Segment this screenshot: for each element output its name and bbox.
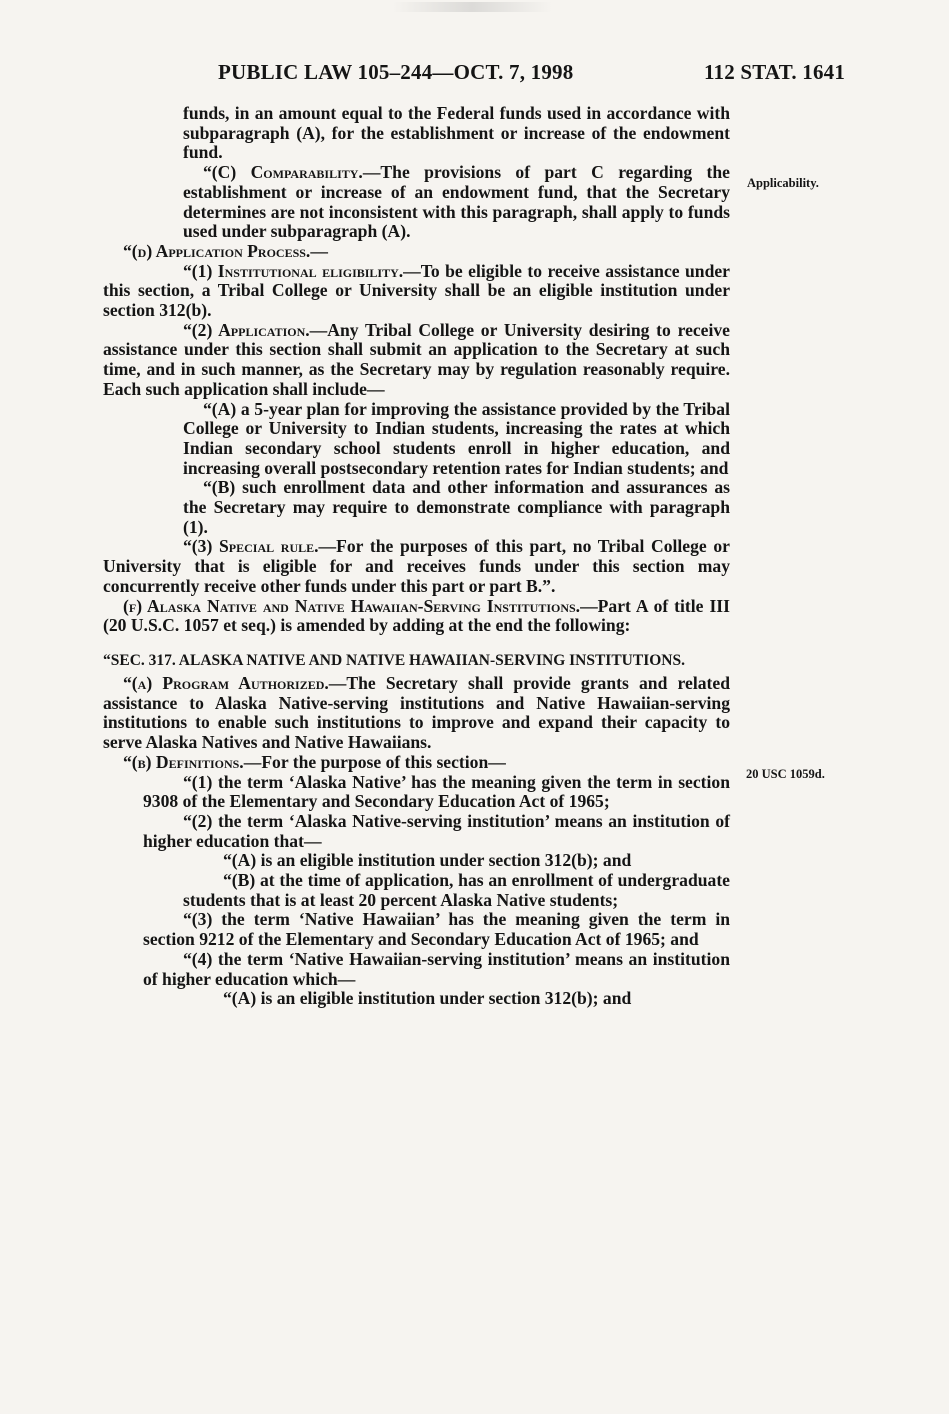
subheading-alaska-native-institutions: (f) Alaska Native and Native Hawaiian-Serving Institutions. (123, 595, 581, 616)
paragraph-institutional-eligibility (103, 262, 730, 321)
paragraph-def-item-b: “(B) at the time of application, has an enrollment of undergraduate students that is at least 20 percent Alaska Native students; (183, 870, 730, 910)
paragraph-text: —To be eligible to receive assistance under this section, a Tribal College or University shall be an eligible institution under section 312(b). (103, 260, 730, 321)
paragraph-special-rule (103, 537, 730, 596)
margin-note-usc-citation: 20 USC 1059d. (746, 767, 825, 781)
paragraph-text: —For the purpose of this section— (243, 751, 506, 772)
subheading-institutional-eligibility: “(1) Institutional eligibility. (183, 260, 404, 281)
subheading-application: “(2) Application. (183, 319, 310, 340)
paragraph-def-item-a: “(A) is an eligible institution under section 312(b); and (223, 850, 632, 871)
subheading-special-rule: “(3) Special rule. (183, 536, 319, 557)
paragraph-text: —For the purposes of this part, no Tribal College or University that is eligible for and receives funds under this section may concurrently receive other funds under this part or part B.”. (103, 536, 730, 596)
paragraph-definitions (103, 753, 730, 773)
paragraph-text: —The provisions of part C regarding the establishment or increase of an endowment fund, that the Secretary determines are not inconsistent with this paragraph, shall apply to funds used under subparagraph (A). (183, 162, 730, 242)
running-header-title: PUBLIC LAW 105–244—OCT. 7, 1998 (218, 60, 574, 84)
paragraph-item-b-enrollment: “(B) such enrollment data and other information and assurances as the Secretary may require to demonstrate compliance with paragraph (1). (183, 477, 730, 537)
section-heading-317: “SEC. 317. ALASKA NATIVE AND NATIVE HAWAIIAN-SERVING INSTITUTIONS. (103, 651, 685, 669)
paragraph-f-alaska-native (103, 597, 730, 636)
paragraph-text: —Any Tribal College or University desiring to receive assistance under this section shall submit an application to the Secretary at such time, and in such manner, as the Secretary may by regulation reasonably require. Each such application shall include— (103, 319, 730, 399)
paragraph-program-authorized (103, 674, 730, 753)
subheading-definitions: “(b) Definitions. (123, 751, 244, 772)
paragraph-application (103, 321, 730, 400)
paragraph-def-item-a-hawaiian: “(A) is an eligible institution under section 312(b); and (223, 988, 632, 1009)
paragraph-text: —Part A of title III (20 U.S.C. 1057 et seq.) is amended by adding at the end the following: (103, 595, 730, 636)
paragraph-def-alaska-native: “(1) the term ‘Alaska Native’ has the meaning given the term in section 9308 of the Elementary and Secondary Education Act of 1965; (143, 771, 730, 812)
paragraph-item-a-plan: “(A) a 5-year plan for improving the assistance provided by the Tribal College or University to Indian students, increasing the rates at which Indian secondary school students enroll in higher education, and increasing overall postsecondary retention rates for Indian students; and (183, 398, 730, 478)
paragraph-def-alaska-native-serving: “(2) the term ‘Alaska Native-serving institution’ means an institution of higher education that— (143, 810, 730, 851)
paragraph-def-native-hawaiian-serving: “(4) the term ‘Native Hawaiian-serving institution’ means an institution of higher education which— (143, 948, 730, 989)
subheading-program-authorized: “(a) Program Authorized. (123, 672, 329, 693)
scan-artifact (392, 2, 552, 12)
subheading-application-process: “(d) Application Process. (123, 240, 311, 261)
paragraph-comparability (103, 163, 730, 242)
running-header-page: 112 STAT. 1641 (704, 60, 846, 84)
paragraph-text: — (310, 240, 328, 261)
subheading-comparability: “(C) Comparability. (203, 162, 363, 183)
paragraph-application-process (103, 242, 730, 262)
document-body (103, 104, 730, 1009)
paragraph-def-native-hawaiian: “(3) the term ‘Native Hawaiian’ has the meaning given the term in section 9212 of the Elementary and Secondary Education Act of 1965; and (143, 909, 730, 950)
paragraph-text: —The Secretary shall provide grants and related assistance to Alaska Native-serving institutions and Native Hawaiian-serving institutions to enable such institutions to improve and expand their capacity to serve Alaska Natives and Native Hawaiians. (103, 672, 730, 753)
paragraph-continuation: funds, in an amount equal to the Federal funds used in accordance with subparagraph (A), for the establishment or increase of the endowment fund. (183, 103, 730, 163)
margin-note-applicability: Applicability. (747, 176, 819, 190)
